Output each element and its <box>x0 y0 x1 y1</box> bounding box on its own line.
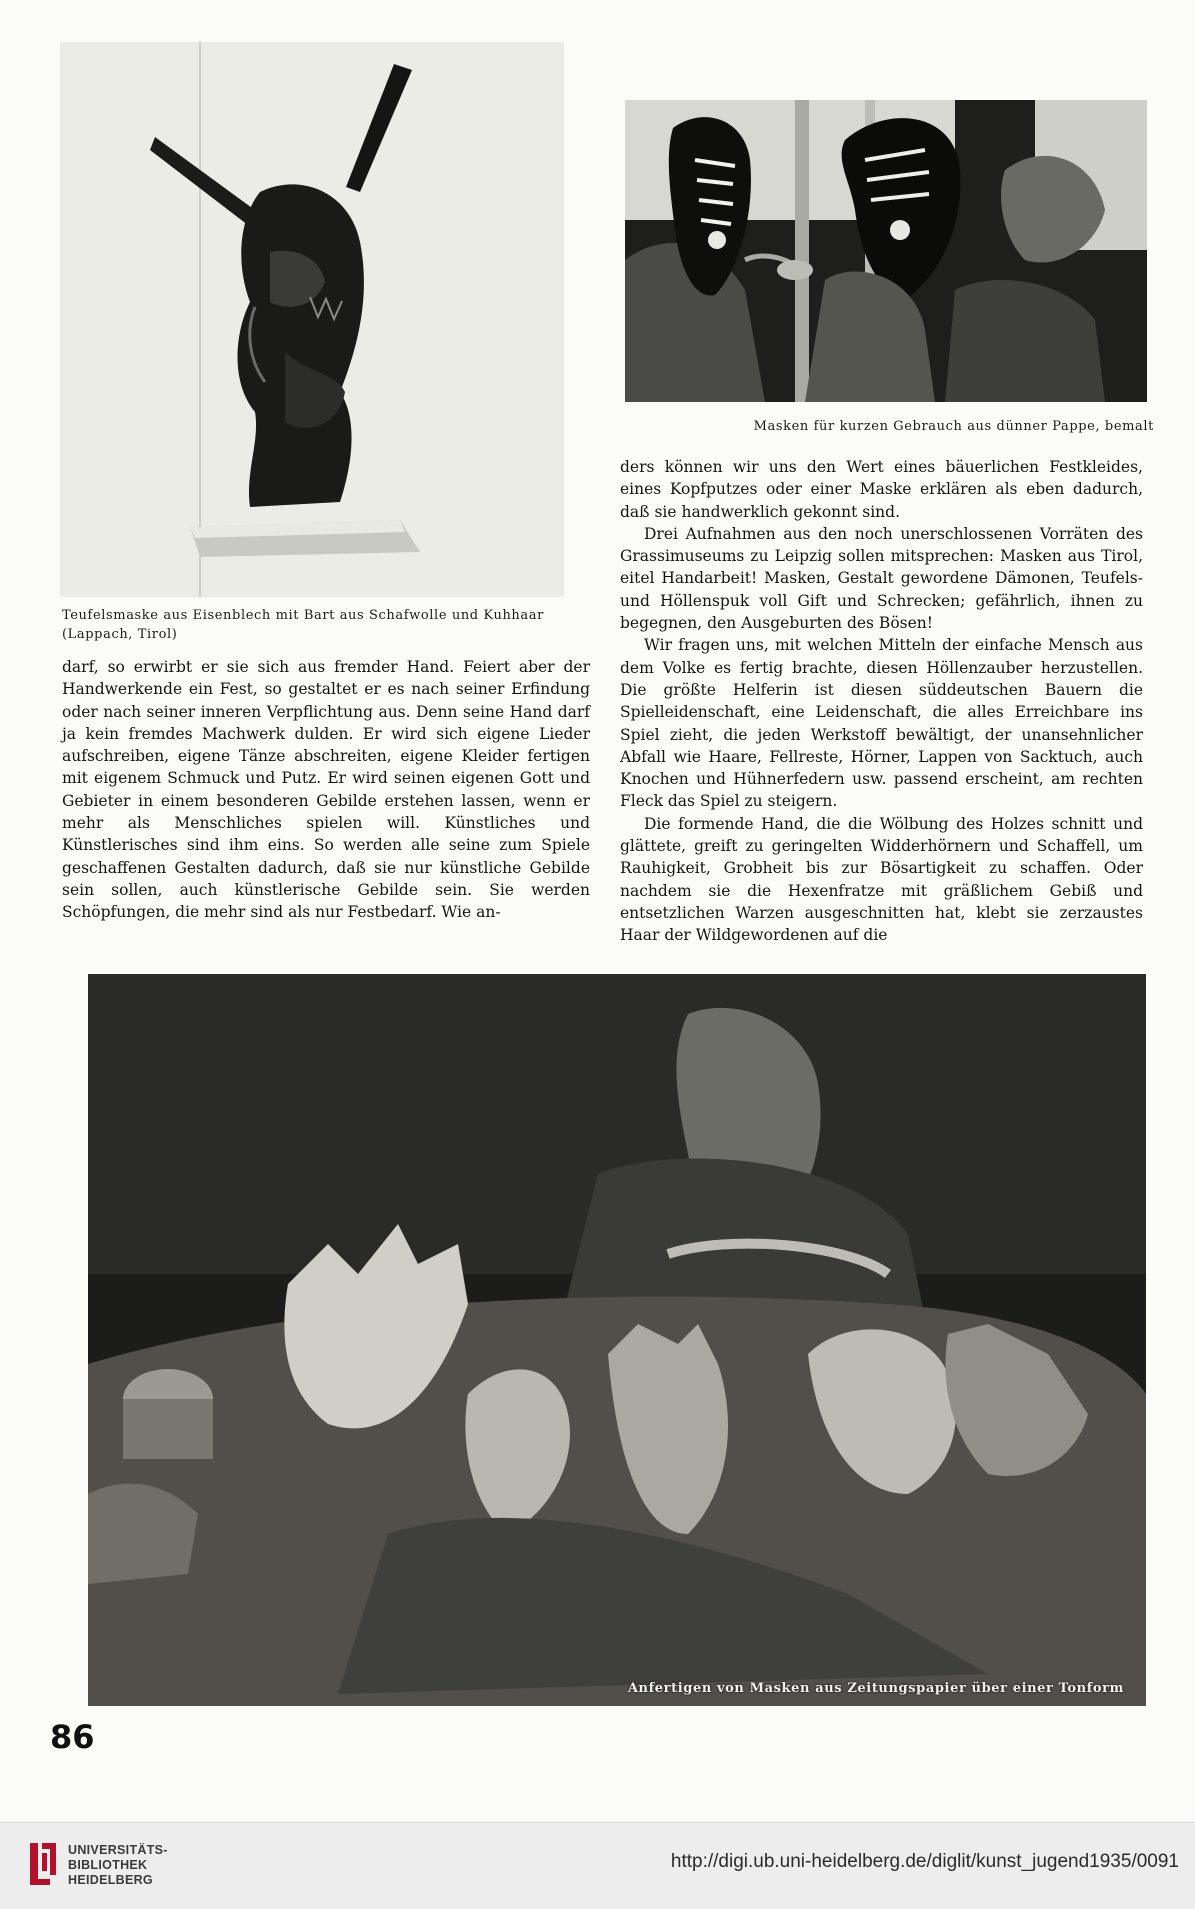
left-paragraph: darf, so erwirbt er sie sich aus fremder Hand. Feiert aber der Handwerkende ein Fest, so gestaltet er es nach seiner Erfindung oder nach seiner inneren Verpflichtung aus. Denn seine Hand darf ja kein fremdes Machwerk dulden. Er wird sich eigene Lieder aufschreiben, eigene Tänze abschreiten, eigene Kleider fertigen mit eigenem Schmuck und Putz. Er wird seinen eigenen Gott und Gebieter in einem besonderen Gebilde erstehen lassen, wenn er mehr als Menschliches spielen will. Künstliches und Künstlerisches sind ihm eins. So werden alle seine zum Spiele geschaffenen Gestalten dadurch, daß sie nur künstliche Gebilde sein sollen, auch künstlerische Gebilde sein. Sie werden Schöpfungen, die mehr sind als nur Festbedarf. Wie an- <box>62 658 590 922</box>
page-number: 86 <box>50 1718 95 1756</box>
paper-masks-photo <box>625 100 1147 402</box>
library-name-line: UNIVERSITÄTS- <box>68 1843 168 1857</box>
devil-mask-figure <box>60 42 564 597</box>
right-paragraph: Die formende Hand, die die Wölbung des Holzes schnitt und glättete, greift zu geringelten Widderhörnern und Schaffell, um Rauhigkeit, Grobheit bis zur Bösartigkeit zu schaffen. Oder nachdem sie die Hexenfratze mit gräßlichem Gebiß und entsetzlichen Warzen ausgeschnitten hat, klebt sie zerzaustes Haar der Wildgewordenen auf die <box>620 814 1143 945</box>
right-paragraph: ders können wir uns den Wert eines bäuerlichen Festkleides, eines Kopfputzes oder einer Maske erklären als eben dadurch, daß sie handwerklich gekonnt sind. <box>620 458 1143 521</box>
paper-masks-figure <box>625 100 1147 402</box>
caption-paper-masks: Masken für kurzen Gebrauch aus dünner Pappe, bemalt <box>753 419 1154 434</box>
library-logo-icon <box>28 1841 58 1887</box>
right-text-column <box>620 456 1143 945</box>
right-paragraph: Drei Aufnahmen aus den noch unerschlossenen Vorräten des Grassimuseums zu Leipzig sollen mitsprechen: Masken aus Tirol, eitel Handarbeit! Masken, Gestalt gewordene Dämonen, Teufels- und Höllenspuk voll Gift und Schrecken; gefährlich, ihnen zu begegnen, den Ausgeburten des Bösen! <box>620 524 1143 633</box>
source-url-link[interactable]: http://digi.ub.uni-heidelberg.de/diglit/kunst_jugend1935/0091 <box>670 1851 1179 1872</box>
making-masks-photo <box>88 974 1146 1706</box>
library-name-line: BIBLIOTHEK <box>68 1858 148 1872</box>
library-name-line: HEIDELBERG <box>68 1873 153 1887</box>
caption-devil-mask: Teufelsmaske aus Eisenblech mit Bart aus Schafwolle und Kuhhaar (Lappach, Tirol) <box>62 608 544 642</box>
left-text-column <box>62 656 590 932</box>
right-paragraph: Wir fragen uns, mit welchen Mitteln der einfache Mensch aus dem Volke es fertig brachte, diesen Höllenzauber herzustellen. Die größte Helferin ist diesen süddeutschen Bauern die Spielleidenschaft, eine Leidenschaft, die alles Erreichbare ins Spiel zieht, die jeden Werkstoff bewältigt, der unansehnlicher Abfall wie Haare, Fellreste, Hörner, Lappen von Sacktuch, auch Knochen und Hühnerfedern usw. passend erscheint, am rechten Fleck das Spiel zu steigern. <box>620 636 1143 811</box>
footer-bar <box>0 1822 1195 1909</box>
making-masks-figure <box>88 974 1146 1706</box>
devil-mask-photo <box>60 42 564 597</box>
library-name <box>68 1843 168 1888</box>
caption-making-masks: Anfertigen von Masken aus Zeitungspapier über einer Tonform <box>627 1681 1124 1696</box>
